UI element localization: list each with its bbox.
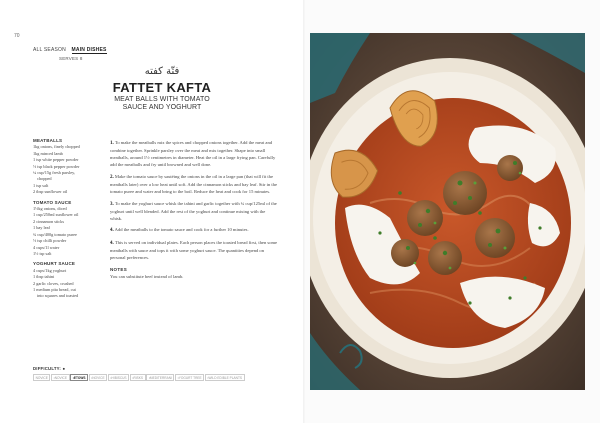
ingredient-item: into squares and toasted [37, 293, 79, 299]
ingredient-item: 1kg onions, finely chopped [33, 144, 80, 150]
difficulty-level: •NOVICE [51, 374, 70, 381]
breadcrumb [33, 47, 107, 53]
ingredient-item: 1 tbsp tahini [33, 274, 55, 280]
ingredient-item: 1 tsp white pepper powder [33, 157, 79, 163]
ingredients-list [33, 138, 103, 300]
difficulty-level: •HIBISCUS [108, 374, 129, 381]
difficulty-level: NOVICE [33, 374, 50, 381]
step-text: This is served on individual plates. Each person places the toasted bread first, then some meatballs with sauce and tops it with some yoghurt sauce. The quantities depend on personal preferences. [110, 240, 278, 261]
ingredient-group-heading: MEATBALLS [33, 138, 63, 143]
ingredient-item: 2 garlic cloves, crushed [33, 280, 74, 286]
step-text: Add the meatballs to the tomato sauce and cook for a further 10 minutes. [114, 227, 249, 233]
difficulty-level: •YOGURT TREE [175, 374, 204, 381]
step-number: 4. [110, 228, 114, 234]
ingredient-item: 1½ tsp salt [33, 250, 52, 256]
ingredient-item: 1½kg onions, diced [33, 206, 67, 212]
difficulty-label: DIFFICULTY: ● [33, 366, 66, 371]
step-number: 2. [110, 174, 114, 180]
ingredient-group-heading: TOMATO SAUCE [33, 199, 72, 205]
step-text: To make the yoghurt sauce whisk the tahini and garlic together with ¾ cup/125ml of the yoghurt until well blended. Add the rest of the yoghurt and continue mixing with the whisk. [110, 200, 277, 221]
ingredient-item: 1 cup/250ml sunflower oil [33, 212, 79, 218]
serves-label: SERVES 8 [59, 56, 83, 61]
method-step [110, 139, 278, 168]
difficulty-scale [33, 374, 245, 381]
ingredient-item: chopped [37, 176, 52, 182]
difficulty-level: •RISKS [130, 374, 146, 381]
dish-photo [310, 33, 585, 390]
ingredient-item: 1 tsp salt [33, 182, 49, 188]
method-step [110, 200, 278, 222]
step-text: Make the tomato sauce by sautéing the onions in the oil in a large pan (that will fit the meatballs later) over a low heat until soft. Add the cinnamon sticks and bay leaf. Stir in the tomato puree and water and bring to the boil. Reduce the heat and cook for 15 minutes. [110, 173, 277, 195]
ingredient-item: 1kg minced lamb [33, 150, 63, 156]
breadcrumb-section: ALL SEASON [33, 47, 66, 53]
ingredient-group-heading: YOGHURT SAUCE [33, 261, 76, 267]
difficulty-level: •NOVICE [89, 374, 108, 381]
arabic-title: فتّة كفته [144, 66, 180, 77]
difficulty-level: •MEDITERRANI [146, 374, 174, 381]
ingredient-item: ½ tsp black pepper powder [33, 163, 80, 169]
step-text: To make the meatballs mix the spices and chopped onions together. Add the meat and combine together. Sprinkle parsley over the meat and mix together. Shape into small meatballs, around 1½ centimetres in diameter. Heat the oil in a large frying pan. Carefully add the meatballs and fry until browned and well done. [110, 140, 276, 168]
ingredient-item: 4 cups/1l water [33, 244, 60, 250]
ingredient-item: 1 medium pita bread, cut [33, 286, 76, 292]
step-number: 3. [110, 201, 114, 207]
ingredient-item: 2 cinnamon sticks [33, 218, 65, 224]
page-number: 70 [14, 33, 20, 39]
ingredient-item: 4 cups/1kg yoghurt [33, 267, 67, 273]
ingredient-item: ¼ cup/15g fresh parsley, [33, 170, 76, 176]
method-steps [110, 139, 278, 280]
step-number: 1. [110, 141, 114, 146]
notes-heading: NOTES [110, 266, 128, 272]
ingredient-item: ¾ cup/400g tomato puree [33, 231, 77, 237]
breadcrumb-category: MAIN DISHES [71, 47, 107, 53]
ingredient-item: 2 tbsp sunflower oil [33, 189, 68, 195]
dish-illustration [310, 33, 585, 390]
recipe-title: FATTET KAFTA [112, 80, 212, 95]
method-step [110, 239, 278, 261]
ingredient-item: 1 bay leaf [33, 225, 50, 231]
step-number: 4. [110, 241, 114, 247]
difficulty-level: •ETOWS [70, 374, 88, 381]
difficulty-level: •WILD EDIBLE PLANTS [205, 374, 245, 381]
method-step [110, 173, 278, 195]
method-step [110, 226, 278, 234]
ingredient-item: ½ tsp chilli powder [33, 238, 67, 244]
recipe-subtitle: MEAT BALLS WITH TOMATO SAUCE AND YOGHURT [114, 96, 210, 111]
notes-text: You can substitute beef instead of lamb. [110, 273, 184, 279]
